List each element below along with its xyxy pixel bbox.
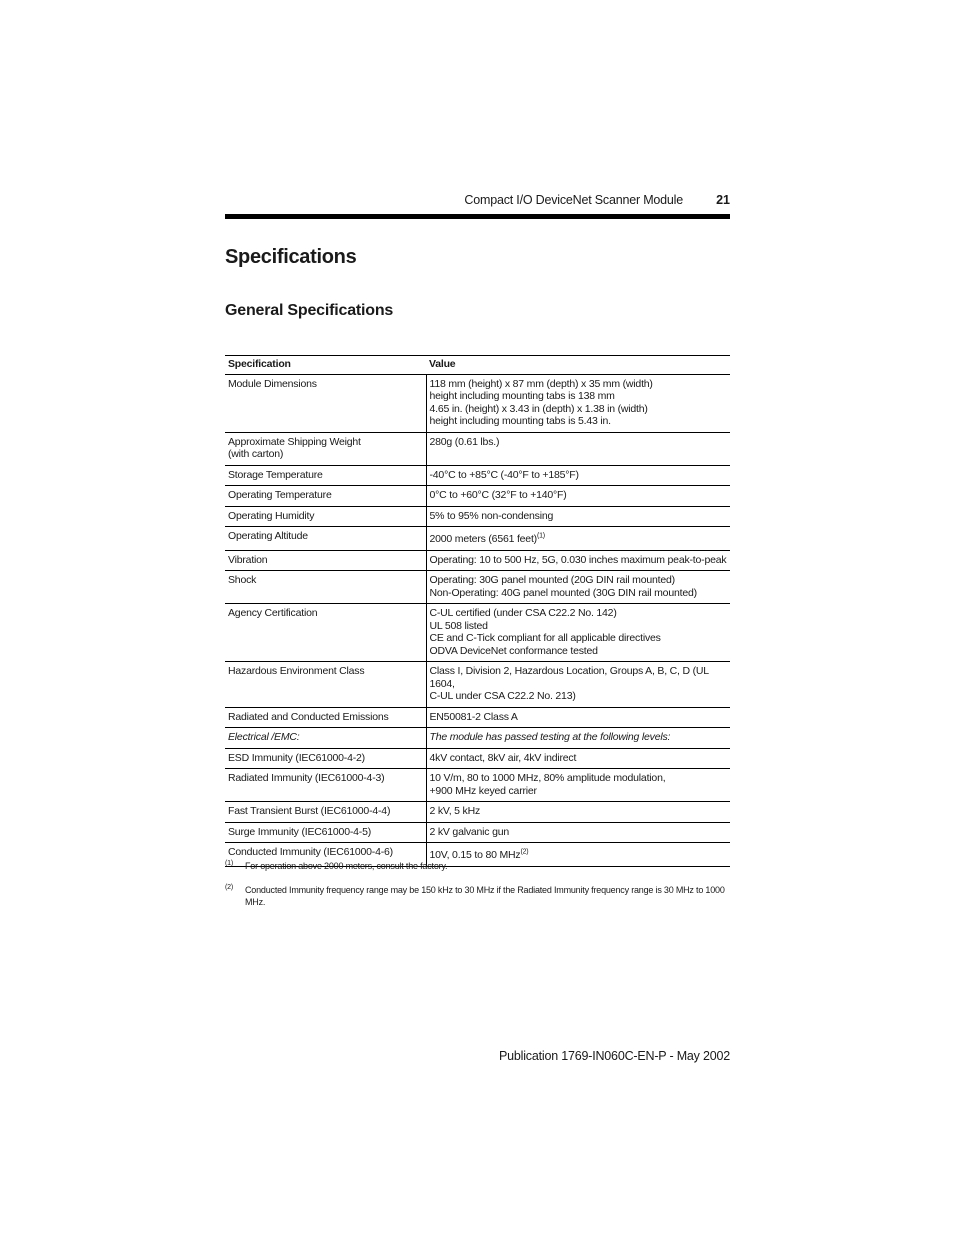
value-cell: 2 kV galvanic gun	[426, 822, 730, 843]
spec-cell: Agency Certification	[225, 604, 426, 662]
page-number: 21	[716, 193, 730, 207]
value-line: UL 508 listed	[429, 619, 488, 632]
footnote-text: Conducted Immunity frequency range may be 150 kHz to 30 MHz if the Radiated Immunity frequency range is 30 MHz to 1000 MHz.	[245, 884, 725, 907]
spec-cell: Module Dimensions	[225, 374, 426, 432]
spec-cell: Operating Altitude	[225, 527, 426, 551]
table-row	[225, 662, 730, 708]
footnote-ref: (1)	[536, 532, 545, 540]
table-row	[225, 465, 730, 486]
table-row	[225, 769, 730, 802]
header-title: Compact I/O DeviceNet Scanner Module	[464, 193, 683, 207]
value-line: Class I, Division 2, Hazardous Location, Groups A, B, C, D (UL 1604,	[429, 665, 709, 690]
header-rule	[225, 214, 730, 219]
column-header-value: Value	[426, 356, 730, 375]
value-cell: 4kV contact, 8kV air, 4kV indirect	[426, 748, 730, 769]
value-cell	[426, 604, 730, 662]
spec-cell: Radiated Immunity (IEC61000-4-3)	[225, 769, 426, 802]
footnote	[225, 884, 730, 909]
spec-cell: Radiated and Conducted Emissions	[225, 707, 426, 728]
table-row	[225, 604, 730, 662]
spec-cell	[225, 432, 426, 465]
value-cell: -40°C to +85°C (-40°F to +185°F)	[426, 465, 730, 486]
publication-footer: Publication 1769-IN060C-EN-P - May 2002	[499, 1049, 730, 1063]
footnotes	[225, 860, 730, 920]
spec-cell: Storage Temperature	[225, 465, 426, 486]
value-cell: 2 kV, 5 kHz	[426, 802, 730, 823]
table-row	[225, 527, 730, 551]
spec-cell: Operating Temperature	[225, 486, 426, 507]
value-cell: The module has passed testing at the following levels:	[426, 728, 730, 749]
value-line: height including mounting tabs is 5.43 in.	[429, 415, 611, 427]
value-line: C-UL under CSA C22.2 No. 213)	[429, 690, 576, 702]
spec-cell: Hazardous Environment Class	[225, 662, 426, 708]
footnote	[225, 860, 730, 873]
value-cell	[426, 374, 730, 432]
spec-cell: Operating Humidity	[225, 506, 426, 527]
footnote-ref: (2)	[520, 848, 529, 856]
table-header-row	[225, 356, 730, 375]
column-header-specification: Specification	[225, 356, 426, 375]
value-text: 2000 meters (6561 feet)	[429, 533, 537, 545]
value-line: Non-Operating: 40G panel mounted (30G DIN rail mounted)	[429, 586, 697, 599]
table-row	[225, 506, 730, 527]
value-cell: 280g (0.61 lbs.)	[426, 432, 730, 465]
table-row	[225, 707, 730, 728]
value-line: height including mounting tabs is 138 mm	[429, 390, 615, 402]
table-row	[225, 822, 730, 843]
spec-cell: Fast Transient Burst (IEC61000-4-4)	[225, 802, 426, 823]
spec-cell: Surge Immunity (IEC61000-4-5)	[225, 822, 426, 843]
table-row	[225, 550, 730, 571]
footnote-text: For operation above 2000 meters, consult the factory.	[245, 861, 448, 871]
value-line: +900 MHz keyed carrier	[429, 784, 537, 797]
table-row	[225, 802, 730, 823]
value-cell	[426, 769, 730, 802]
value-cell	[426, 571, 730, 604]
spec-cell: Electrical /EMC:	[225, 728, 426, 749]
footnote-mark: (1)	[225, 860, 233, 867]
section-title: General Specifications	[225, 302, 394, 319]
page-title: Specifications	[225, 246, 357, 268]
value-line: Operating: 30G panel mounted (20G DIN rail mounted)	[429, 574, 675, 586]
value-cell: 0°C to +60°C (32°F to +140°F)	[426, 486, 730, 507]
value-line: CE and C-Tick compliant for all applicable directives	[429, 632, 661, 644]
table-row	[225, 728, 730, 749]
spec-cell: Shock	[225, 571, 426, 604]
spec-cell: Conducted Immunity (IEC61000-4-6)	[225, 843, 426, 867]
value-line: ODVA DeviceNet conformance tested	[429, 644, 598, 657]
table-row	[225, 571, 730, 604]
spec-line: (with carton)	[228, 448, 284, 460]
value-line: 10 V/m, 80 to 1000 MHz, 80% amplitude modulation,	[429, 772, 666, 784]
spec-cell: ESD Immunity (IEC61000-4-2)	[225, 748, 426, 769]
value-cell	[426, 527, 730, 551]
value-line: 4.65 in. (height) x 3.43 in (depth) x 1.38 in (width)	[429, 402, 648, 415]
value-text: 10V, 0.15 to 80 MHz	[429, 849, 521, 861]
value-cell: Operating: 10 to 500 Hz, 5G, 0.030 inches maximum peak-to-peak	[426, 550, 730, 571]
value-cell	[426, 662, 730, 708]
value-cell: 5% to 95% non-condensing	[426, 506, 730, 527]
footnote-mark: (2)	[225, 883, 233, 891]
table-row	[225, 486, 730, 507]
table-row	[225, 748, 730, 769]
value-line: 118 mm (height) x 87 mm (depth) x 35 mm (width)	[429, 377, 653, 390]
specifications-table	[225, 355, 730, 867]
table-row	[225, 432, 730, 465]
value-line: C-UL certified (under CSA C22.2 No. 142)	[429, 607, 617, 619]
table-row	[225, 374, 730, 432]
spec-line: Approximate Shipping Weight	[228, 435, 361, 448]
spec-cell: Vibration	[225, 550, 426, 571]
value-cell: EN50081-2 Class A	[426, 707, 730, 728]
